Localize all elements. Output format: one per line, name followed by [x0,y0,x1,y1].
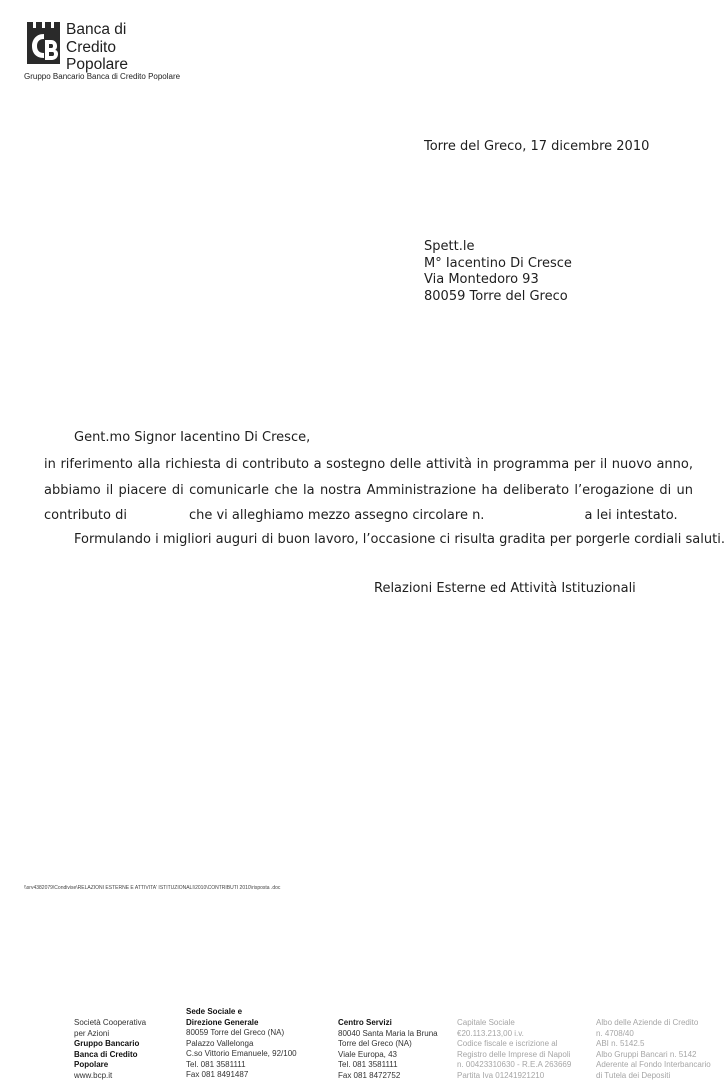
footer-line: Aderente al Fondo Interbancario [596,1060,711,1069]
body-line: abbiamo il piacere di comunicarle che la nostra Amministrazione ha deliberato l’erogazione di un [44,482,693,498]
letter-body [44,456,696,533]
footer-line: Popolare [74,1060,109,1069]
footer-line: Partita Iva 01241921210 [457,1070,545,1080]
footer-line: Registro delle Imprese di Napoli [457,1049,571,1059]
bank-name-line: Credito [66,38,116,56]
bank-name-line: Banca di [66,21,127,38]
footer-line: Capitale Sociale [457,1018,515,1027]
body-line [44,507,696,533]
footer-line: Viale Europa, 43 [338,1049,398,1059]
footer-line: 80059 Torre del Greco (NA) [186,1028,285,1037]
footer-line: Società Cooperativa [74,1018,147,1027]
document-file-path: \\srv4382079\Condivise\RELAZIONI ESTERNE E ATTIVITA' ISTITUZIONALI\2010\CONTRIBUTI 2010\risposta .doc [24,885,281,891]
footer-headquarters [186,1007,297,1081]
footer-line: Tel. 081 3581111 [186,1059,246,1069]
footer-line: Gruppo Bancario [74,1039,140,1048]
footer-line: n. 00423310630 - R.E.A 263669 [457,1060,572,1069]
footer-line: Fax 081 8472752 [338,1070,401,1080]
footer-line: Torre del Greco (NA) [338,1039,412,1048]
signature-department: Relazioni Esterne ed Attività Istituzionali [374,581,636,596]
closing-text: Formulando i migliori auguri di buon lavoro, l’occasione ci risulta gradita per porgerle cordiali saluti. [74,532,725,547]
footer-line: Banca di Credito [74,1049,138,1059]
banking-group-label: Gruppo Bancario Banca di Credito Popolare [24,72,181,81]
body-line: in riferimento alla richiesta di contributo a sostegno delle attività in programma per il nuovo anno, [44,457,693,472]
bank-tower-logo-icon [24,22,62,64]
footer-line: Albo delle Aziende di Credito [596,1018,699,1027]
bank-name-line: Popolare [66,56,129,73]
footer-line: Codice fiscale e iscrizione al [457,1039,558,1048]
footer-title: Direzione Generale [186,1017,259,1027]
recipient-address [424,239,572,305]
footer-line: n. 4708/40 [596,1028,634,1038]
footer-registry-info [596,1018,711,1081]
footer-line: di Tutela dei Depositi [596,1070,671,1080]
contribution-label: contributo di [44,508,127,523]
footer-line: ABI n. 5142.5 [596,1039,645,1048]
footer-company-info [74,1018,146,1081]
footer-line: Fax 081 8491487 [186,1070,249,1079]
footer-line: per Azioni [74,1028,110,1038]
footer-service-center [338,1018,438,1081]
footer-line: 80040 Santa Maria la Bruna [338,1028,438,1038]
footer-website: www.bcp.it [74,1070,113,1080]
footer-line: Tel. 081 3581111 [338,1060,398,1069]
footer-line: Albo Gruppi Bancari n. 5142 [596,1049,697,1059]
bank-name [66,21,128,74]
footer-title: Sede Sociale e [186,1007,243,1016]
footer-capital-info [457,1018,571,1081]
recipient-line: Spett.le [424,239,475,254]
cheque-text: che vi alleghiamo mezzo assegno circolare n. [188,508,485,523]
recipient-line: M° Iacentino Di Cresce [424,255,572,271]
footer-line: C.so Vittorio Emanuele, 92/100 [186,1049,297,1058]
footer-title: Centro Servizi [338,1018,392,1027]
recipient-line: 80059 Torre del Greco [424,288,568,304]
addressee-text: a lei intestato. [584,508,678,523]
footer-line: €20.113.213,00 i.v. [457,1028,524,1038]
letter-date: Torre del Greco, 17 dicembre 2010 [424,139,650,154]
footer-line: Palazzo Vallelonga [186,1038,254,1048]
salutation: Gent.mo Signor Iacentino Di Cresce, [74,430,311,445]
recipient-line: Via Montedoro 93 [424,272,539,287]
